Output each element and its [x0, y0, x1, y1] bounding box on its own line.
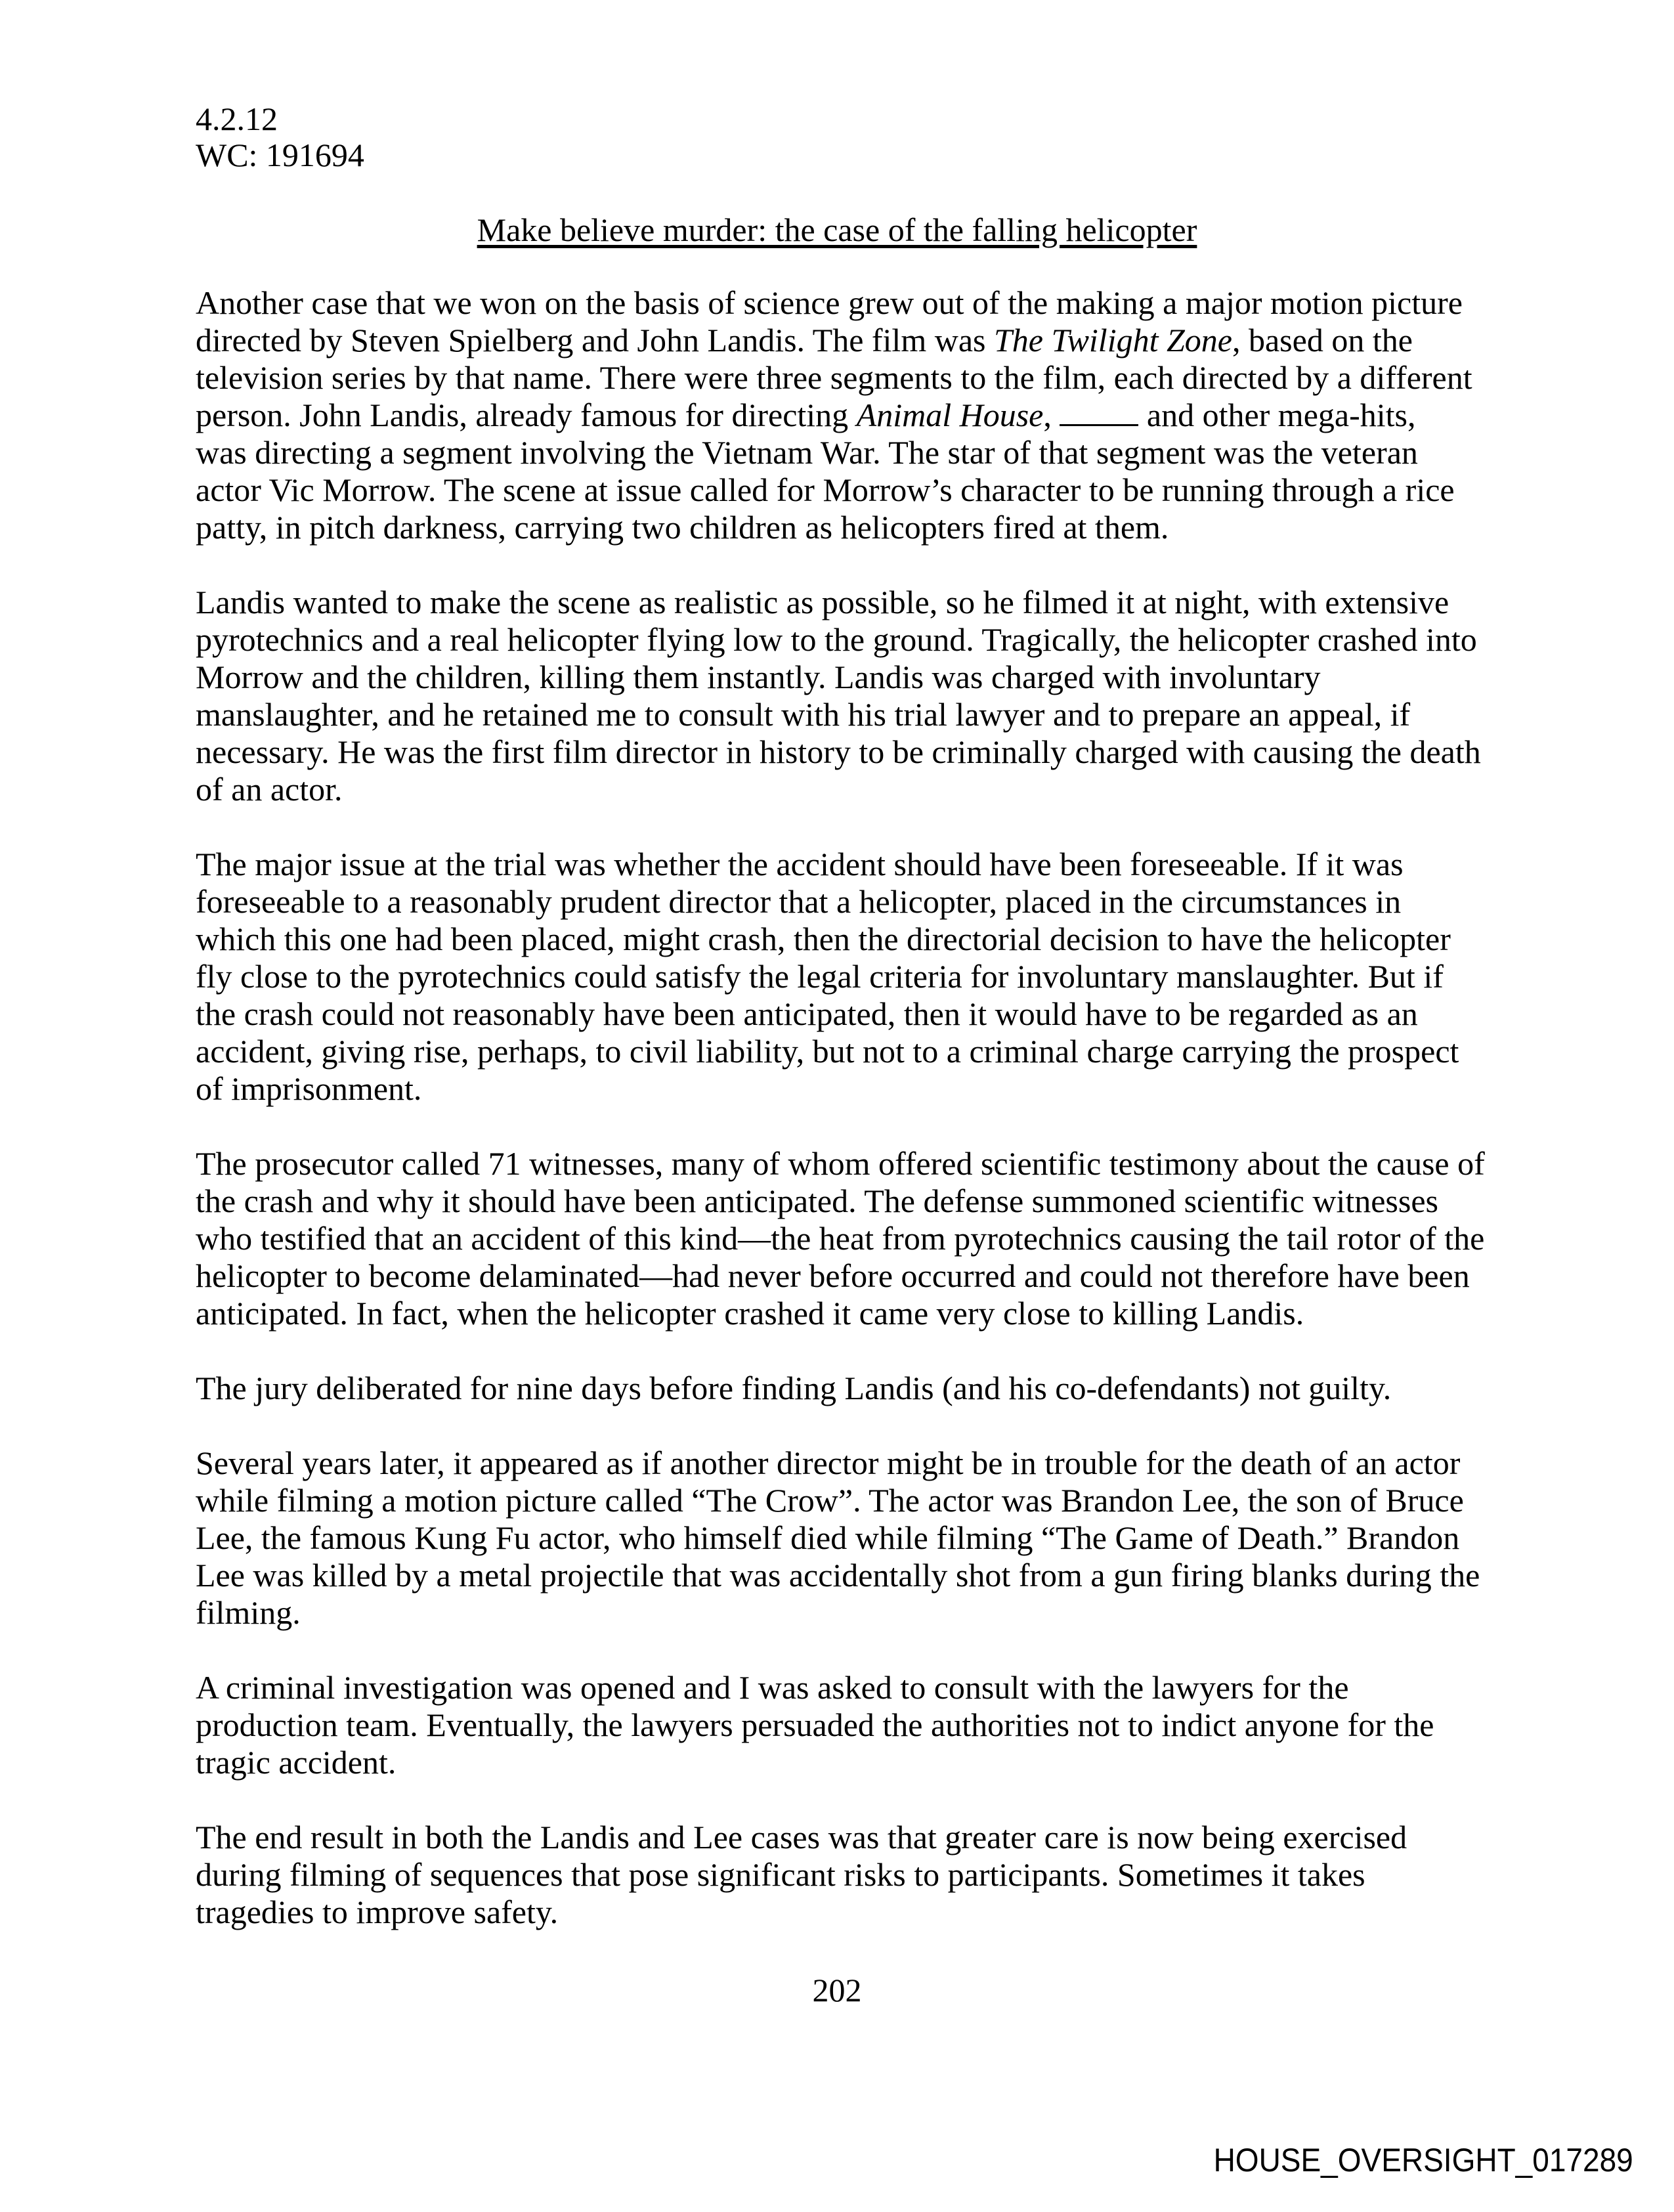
text-line [196, 1482, 1482, 1519]
text-line [196, 1819, 1482, 1856]
paragraph [196, 846, 1482, 1108]
film-title: The Twilight Zone [993, 322, 1232, 358]
text-line [196, 621, 1482, 659]
text-segment: Several years later, it appeared as if another director might be in trouble for the death of an actor [196, 1444, 1461, 1481]
text-line [196, 471, 1482, 509]
text-segment: , based on the [1232, 322, 1413, 358]
text-line [196, 322, 1482, 359]
text-segment: which this one had been placed, might crash, then the directorial decision to have the helicopter [196, 921, 1451, 957]
text-line [196, 284, 1482, 322]
text-segment: The end result in both the Landis and Lee cases was that greater care is now being exercised [196, 1819, 1407, 1855]
text-segment: production team. Eventually, the lawyers persuaded the authorities not to indict anyone for the [196, 1706, 1434, 1743]
text-line [196, 921, 1482, 958]
text-segment: Lee, the famous Kung Fu actor, who himself died while filming “The Game of Death.” Brandon [196, 1519, 1460, 1556]
text-line [196, 509, 1482, 546]
paragraph [196, 1669, 1482, 1781]
text-line [196, 1519, 1482, 1557]
text-segment: The jury deliberated for nine days before finding Landis (and his co-defendants) not guilty. [196, 1370, 1392, 1406]
text-line [196, 1706, 1482, 1744]
text-line [196, 1594, 1482, 1632]
text-segment: during filming of sequences that pose significant risks to participants. Sometimes it takes [196, 1856, 1365, 1893]
text-segment: foreseeable to a reasonably prudent director that a helicopter, placed in the circumstances in [196, 883, 1402, 920]
text-segment: television series by that name. There were three segments to the film, each directed by a different [196, 359, 1472, 396]
text-segment: and other mega-hits, [1138, 397, 1416, 433]
text-segment: was directing a segment involving the Vietnam War. The star of that segment was the veteran [196, 434, 1418, 471]
text-segment: the crash could not reasonably have been anticipated, then it would have to be regarded as an [196, 995, 1418, 1032]
paragraph [196, 584, 1482, 808]
text-line [196, 1669, 1482, 1706]
text-line [196, 733, 1482, 771]
paragraph [196, 1370, 1482, 1407]
text-segment: fly close to the pyrotechnics could satisfy the legal criteria for involuntary manslaughter. But if [196, 958, 1444, 995]
text-segment: of an actor. [196, 771, 343, 808]
text-line [196, 995, 1482, 1033]
text-line [196, 883, 1482, 921]
text-line [196, 1744, 1482, 1781]
text-segment: directed by Steven Spielberg and John Landis. The film was [196, 322, 994, 358]
text-segment: Lee was killed by a metal projectile that was accidentally shot from a gun firing blanks during the [196, 1557, 1480, 1594]
text-line [196, 1557, 1482, 1594]
text-segment: Morrow and the children, killing them instantly. Landis was charged with involuntary [196, 659, 1321, 695]
paragraph [196, 1145, 1485, 1332]
text-segment: the crash and why it should have been anticipated. The defense summoned scientific witnesses [196, 1182, 1438, 1219]
paragraph [196, 1819, 1482, 1931]
paragraph [196, 284, 1482, 546]
text-segment: accident, giving rise, perhaps, to civil liability, but not to a criminal charge carrying the prospect [196, 1033, 1459, 1070]
text-segment: person. John Landis, already famous for directing [196, 397, 857, 433]
text-segment: anticipated. In fact, when the helicopter crashed it came very close to killing Landis. [196, 1295, 1304, 1332]
text-segment: pyrotechnics and a real helicopter flying low to the ground. Tragically, the helicopter crashed into [196, 621, 1477, 658]
text-line [196, 771, 1482, 808]
text-line [196, 1182, 1482, 1220]
text-segment: while filming a motion picture called “The Crow”. The actor was Brandon Lee, the son of Bruce [196, 1482, 1464, 1519]
text-line [196, 659, 1482, 696]
body-text [196, 284, 1485, 1968]
text-segment: filming. [196, 1594, 301, 1631]
text-line [196, 846, 1482, 883]
text-segment: helicopter to become delaminated—had never before occurred and could not therefore have been [196, 1257, 1470, 1294]
text-line [196, 1444, 1482, 1482]
text-line [196, 584, 1482, 621]
text-segment: A criminal investigation was opened and I was asked to consult with the lawyers for the [196, 1669, 1349, 1706]
text-line [196, 1894, 1482, 1931]
text-line [196, 397, 1482, 434]
text-line [196, 1220, 1485, 1257]
text-segment: Landis wanted to make the scene as realistic as possible, so he filmed it at night, with extensive [196, 584, 1449, 620]
text-segment: necessary. He was the first film director in history to be criminally charged with causing the death [196, 733, 1481, 770]
text-segment: The major issue at the trial was whether the accident should have been foreseeable. If it was [196, 846, 1404, 882]
text-line [196, 696, 1482, 733]
film-title: Animal House [856, 397, 1044, 433]
text-line [196, 1257, 1482, 1295]
document-date: 4.2.12 [196, 100, 278, 137]
bates-number: HOUSE_OVERSIGHT_017289 [1213, 2142, 1633, 2179]
text-segment: who testified that an accident of this kind—the heat from pyrotechnics causing the tail rotor of the [196, 1220, 1485, 1257]
text-segment: tragedies to improve safety. [196, 1894, 559, 1930]
text-line [196, 359, 1482, 397]
text-line [196, 958, 1482, 995]
text-line [196, 1145, 1485, 1182]
text-line [196, 1070, 1482, 1108]
text-line [196, 1370, 1482, 1407]
text-line [196, 1295, 1482, 1332]
text-segment: manslaughter, and he retained me to consult with his trial lawyer and to prepare an appeal, if [196, 696, 1411, 733]
page-number: 202 [812, 1972, 862, 2008]
text-segment: tragic accident. [196, 1744, 397, 1781]
paragraph [196, 1444, 1482, 1632]
text-segment: The prosecutor called 71 witnesses, many of whom offered scientific testimony about the cause of [196, 1145, 1485, 1182]
text-segment: Another case that we won on the basis of science grew out of the making a major motion picture [196, 284, 1463, 321]
text-segment: patty, in pitch darkness, carrying two children as helicopters fired at them. [196, 509, 1169, 546]
text-line [196, 434, 1482, 471]
text-line [196, 1856, 1482, 1894]
text-segment: of imprisonment. [196, 1070, 422, 1107]
word-count: WC: 191694 [196, 137, 364, 173]
text-segment: , [1043, 397, 1060, 433]
chapter-title: Make believe murder: the case of the falling helicopter [477, 211, 1197, 248]
text-segment: actor Vic Morrow. The scene at issue called for Morrow’s character to be running through a rice [196, 471, 1455, 508]
blank-placeholder [1060, 398, 1138, 426]
text-line [196, 1033, 1482, 1070]
